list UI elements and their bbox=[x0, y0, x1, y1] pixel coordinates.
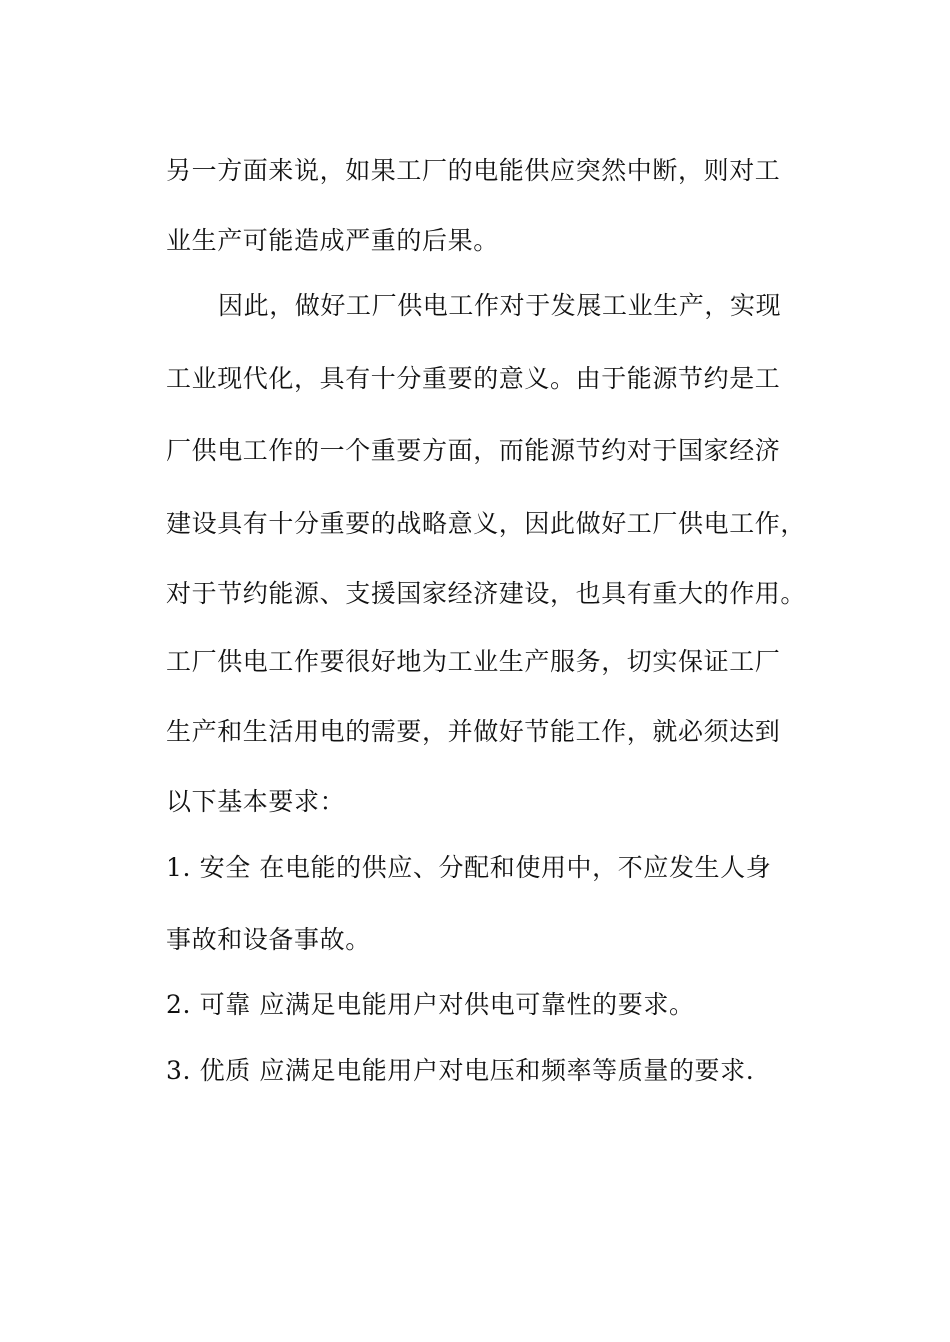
list-item-reliability: 2. 可靠 应满足电能用户对供电可靠性的要求。 bbox=[166, 990, 695, 1019]
paragraph-line: 以下基本要求： bbox=[166, 787, 346, 816]
list-item-safety: 1. 安全 在电能的供应、分配和使用中，不应发生人身 bbox=[166, 853, 772, 882]
list-item-continuation: 事故和设备事故。 bbox=[166, 925, 371, 954]
paragraph-line: 工业现代化，具有十分重要的意义。由于能源节约是工 bbox=[166, 364, 781, 393]
paragraph-line: 业生产可能造成严重的后果。 bbox=[166, 226, 499, 255]
paragraph-line: 建设具有十分重要的战略意义，因此做好工厂供电工作， bbox=[166, 509, 807, 538]
paragraph-line: 生产和生活用电的需要，并做好节能工作，就必须达到 bbox=[166, 717, 781, 746]
paragraph-line: 另一方面来说，如果工厂的电能供应突然中断，则对工 bbox=[166, 156, 781, 185]
paragraph-line: 因此，做好工厂供电工作对于发展工业生产，实现 bbox=[218, 291, 782, 320]
list-item-quality: 3. 优质 应满足电能用户对电压和频率等质量的要求. bbox=[166, 1056, 755, 1085]
paragraph-line: 工厂供电工作要很好地为工业生产服务，切实保证工厂 bbox=[166, 647, 781, 676]
paragraph-line: 厂供电工作的一个重要方面，而能源节约对于国家经济 bbox=[166, 436, 781, 465]
paragraph-line: 对于节约能源、支援国家经济建设，也具有重大的作用。 bbox=[166, 579, 807, 608]
